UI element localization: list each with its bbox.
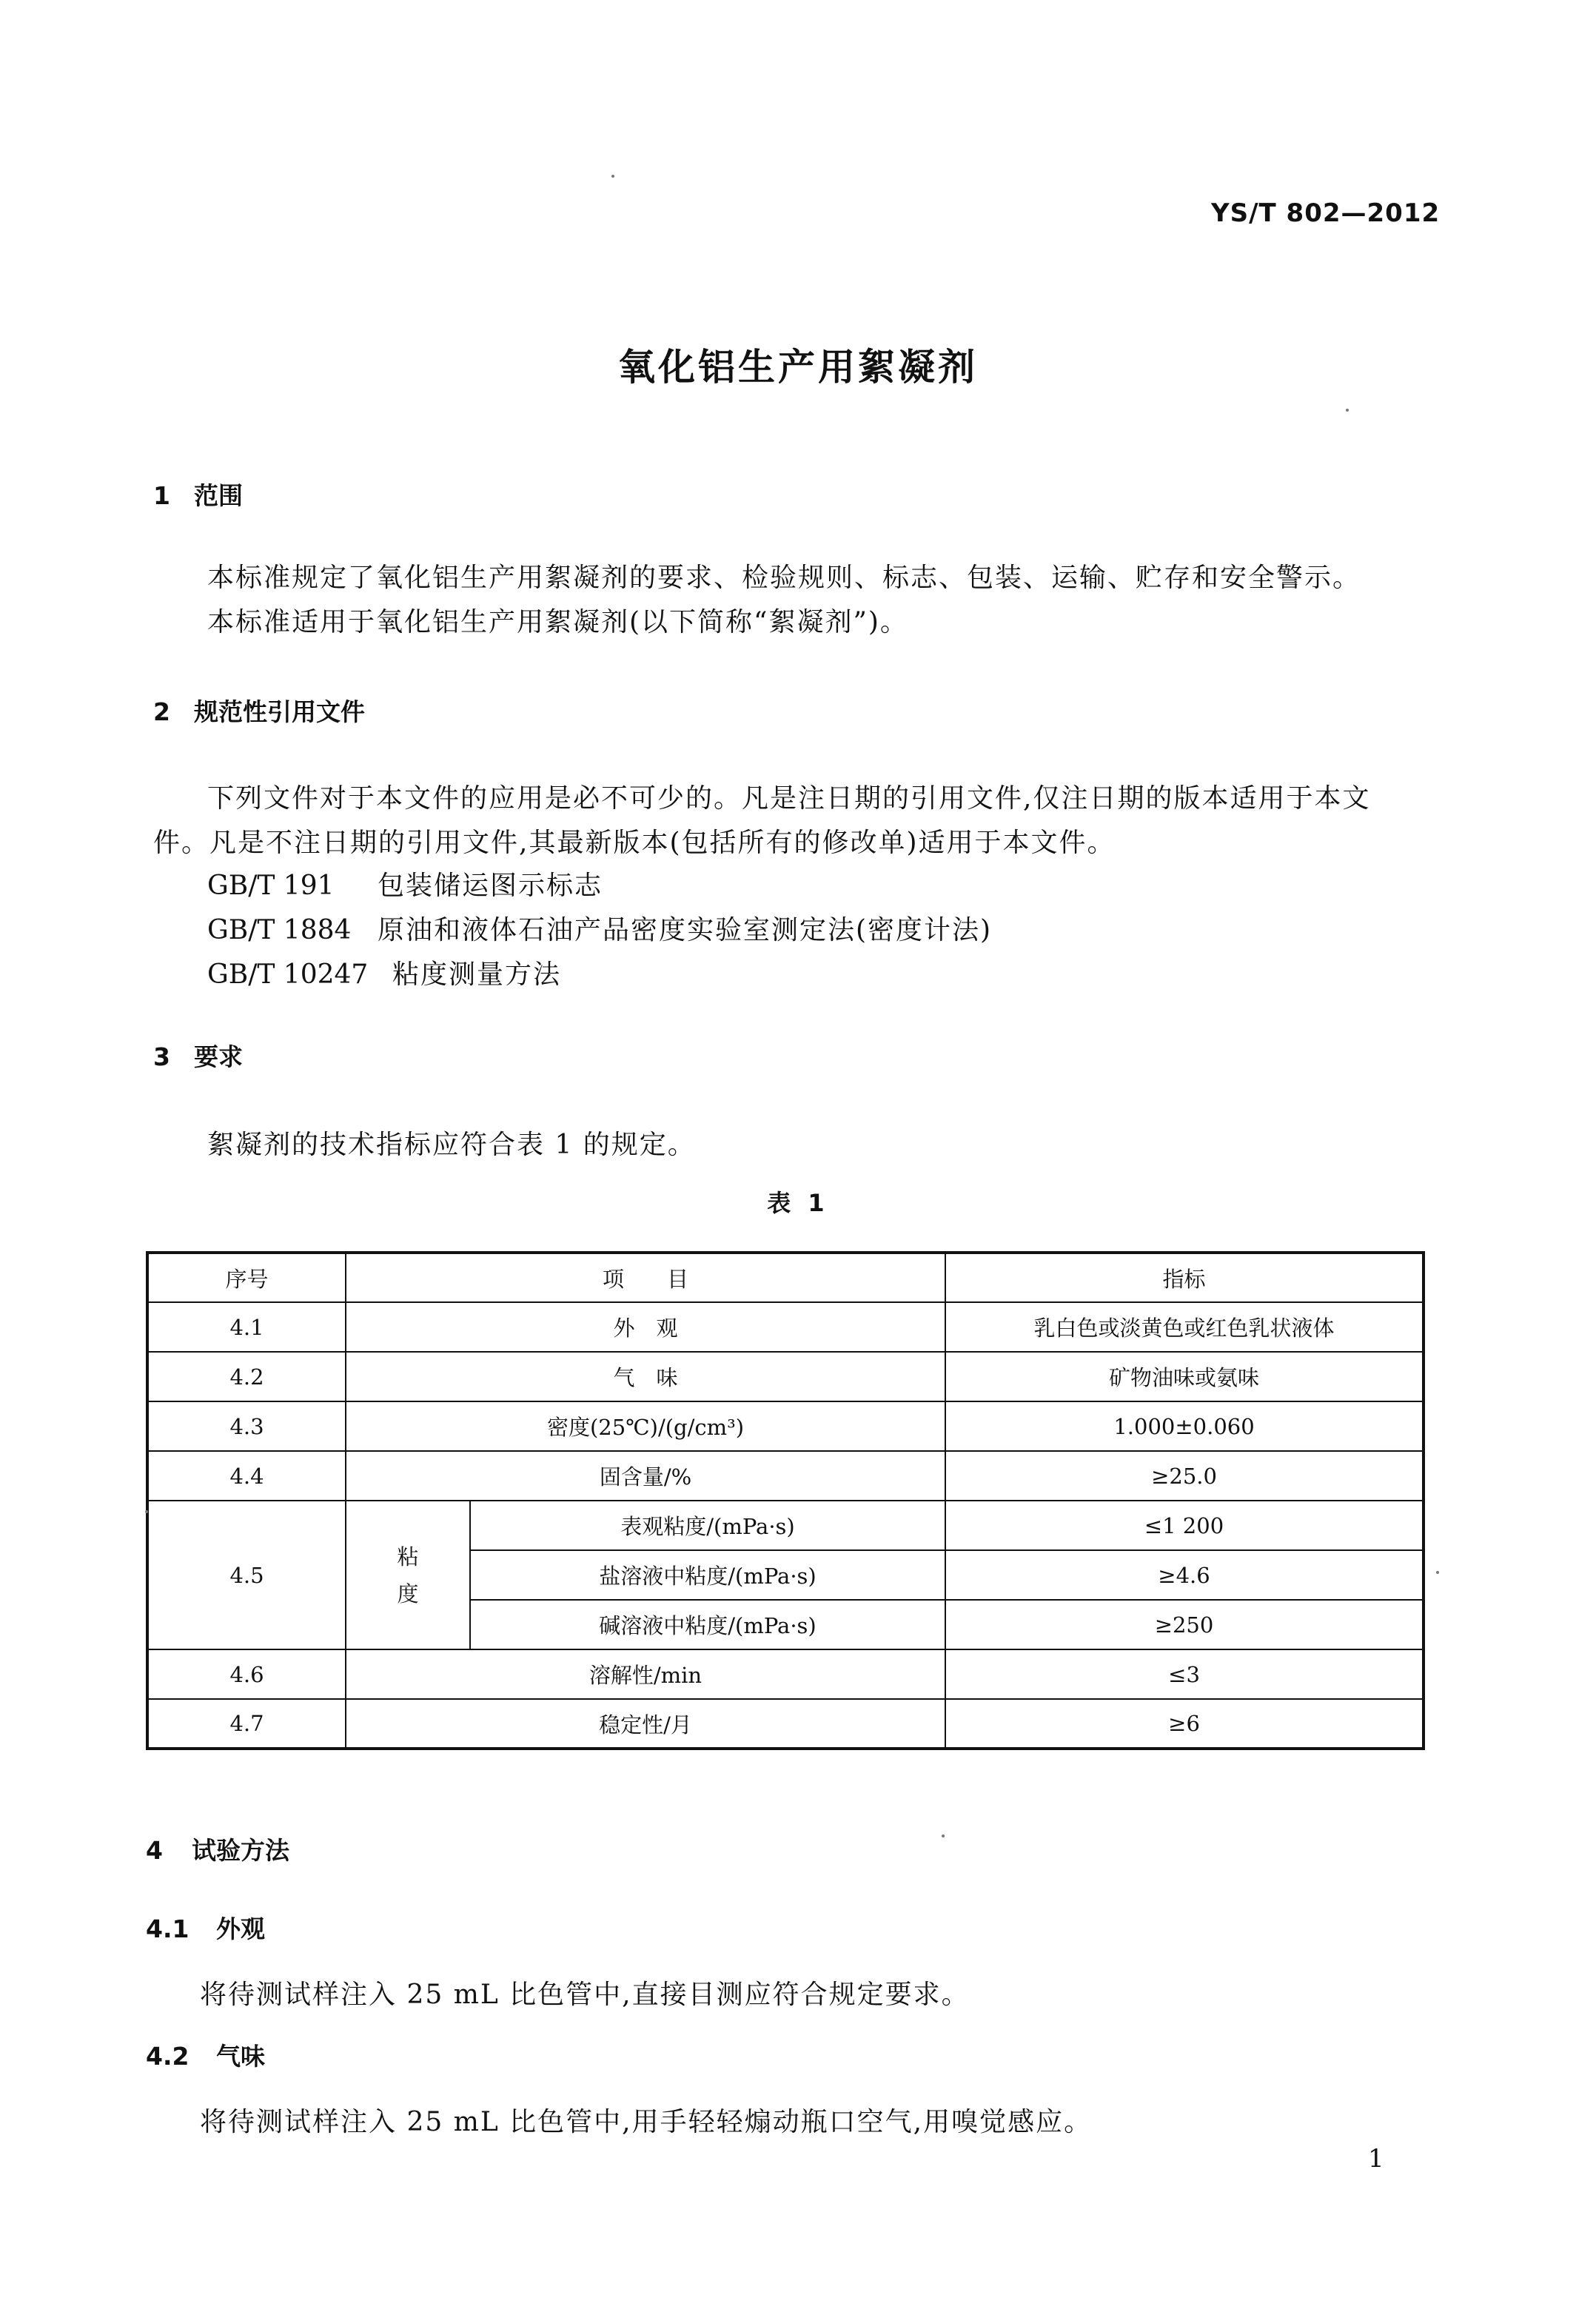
group-char: 粘 xyxy=(397,1544,419,1569)
row-index: ≥25.0 xyxy=(945,1451,1424,1501)
row-index: ≤1 200 xyxy=(945,1501,1424,1550)
row-item: 外 观 xyxy=(346,1302,945,1352)
row-index: 1.000±0.060 xyxy=(945,1401,1424,1451)
section-3-text: 絮凝剂的技术指标应符合表 1 的规定。 xyxy=(207,1130,696,1160)
section-4-heading xyxy=(146,1832,289,1866)
scan-speck xyxy=(1436,1571,1439,1574)
reference-item xyxy=(207,954,561,991)
subsection-4-2-heading xyxy=(146,2037,265,2072)
header-index: 指标 xyxy=(945,1253,1424,1302)
viscosity-group-label xyxy=(346,1501,470,1649)
table-row xyxy=(147,1352,1424,1401)
subsection-4-1-text: 将待测试样注入 25 mL 比色管中,直接目测应符合规定要求。 xyxy=(200,1980,970,2010)
standard-code: YS/T 802—2012 xyxy=(1211,198,1441,228)
scan-speck xyxy=(1346,409,1349,412)
section-number: 1 xyxy=(153,481,170,510)
section-2-intro-line-2: 件。凡是不注日期的引用文件,其最新版本(包括所有的修改单)适用于本文件。 xyxy=(153,828,1116,858)
group-char: 度 xyxy=(397,1581,419,1606)
table-row xyxy=(147,1401,1424,1451)
subsection-number: 4.1 xyxy=(146,1914,190,1943)
row-item: 固含量/% xyxy=(346,1451,945,1501)
row-item: 溶解性/min xyxy=(346,1649,945,1699)
table-row xyxy=(147,1649,1424,1699)
section-2-heading xyxy=(153,693,365,728)
table-row xyxy=(147,1699,1424,1749)
table-row xyxy=(147,1302,1424,1352)
subsection-4-2-text: 将待测试样注入 25 mL 比色管中,用手轻轻煽动瓶口空气,用嗅觉感应。 xyxy=(200,2107,1093,2137)
section-3-heading xyxy=(153,1038,243,1073)
reference-title: 原油和液体石油产品密度实验室测定法(密度计法) xyxy=(378,915,993,945)
row-item: 盐溶液中粘度/(mPa·s) xyxy=(470,1550,945,1600)
subsection-number: 4.2 xyxy=(146,2042,190,2071)
row-item: 碱溶液中粘度/(mPa·s) xyxy=(470,1600,945,1649)
reference-code: GB/T 10247 xyxy=(207,959,369,990)
subsection-4-1-heading xyxy=(146,1910,265,1945)
spec-table xyxy=(146,1251,1425,1750)
row-item: 密度(25℃)/(g/cm³) xyxy=(346,1401,945,1451)
scan-speck xyxy=(942,1834,945,1837)
row-index: ≤3 xyxy=(945,1649,1424,1699)
row-no: 4.6 xyxy=(147,1649,346,1699)
row-index: 乳白色或淡黄色或红色乳状液体 xyxy=(945,1302,1424,1352)
row-index: ≥6 xyxy=(945,1699,1424,1749)
header-item: 项 目 xyxy=(346,1253,945,1302)
row-no: 4.2 xyxy=(147,1352,346,1401)
row-item: 稳定性/月 xyxy=(346,1699,945,1749)
section-2-intro-line-1: 下列文件对于本文件的应用是必不可少的。凡是注日期的引用文件,仅注日期的版本适用于本文 xyxy=(207,783,1371,814)
section-title: 规范性引用文件 xyxy=(194,697,365,726)
section-title: 试验方法 xyxy=(192,1836,289,1865)
row-no: 4.1 xyxy=(147,1302,346,1352)
page-number: 1 xyxy=(1368,2144,1384,2174)
section-title: 范围 xyxy=(194,481,243,510)
header-no: 序号 xyxy=(147,1253,346,1302)
row-no: 4.3 xyxy=(147,1401,346,1451)
scan-speck xyxy=(145,1510,148,1513)
reference-title: 包装储运图示标志 xyxy=(378,871,603,901)
section-1-heading xyxy=(153,477,243,512)
table-row xyxy=(147,1451,1424,1501)
row-no: 4.7 xyxy=(147,1699,346,1749)
reference-title: 粘度测量方法 xyxy=(392,959,562,990)
section-1-paragraph-1: 本标准规定了氧化铝生产用絮凝剂的要求、检验规则、标志、包装、运输、贮存和安全警示。 xyxy=(207,563,1361,593)
document-title: 氧化铝生产用絮凝剂 xyxy=(618,346,978,389)
row-index: ≥250 xyxy=(945,1600,1424,1649)
row-no: 4.4 xyxy=(147,1451,346,1501)
section-1-paragraph-2: 本标准适用于氧化铝生产用絮凝剂(以下简称“絮凝剂”)。 xyxy=(207,607,908,637)
reference-code: GB/T 1884 xyxy=(207,915,352,945)
section-number: 3 xyxy=(153,1042,170,1071)
row-item: 表观粘度/(mPa·s) xyxy=(470,1501,945,1550)
section-title: 要求 xyxy=(194,1042,243,1071)
section-number: 4 xyxy=(146,1836,163,1865)
row-index: ≥4.6 xyxy=(945,1550,1424,1600)
scan-speck xyxy=(611,175,614,178)
table-header-row xyxy=(147,1253,1424,1302)
reference-item xyxy=(207,865,603,902)
row-index: 矿物油味或氨味 xyxy=(945,1352,1424,1401)
row-no: 4.5 xyxy=(147,1501,346,1649)
reference-code: GB/T 191 xyxy=(207,871,335,901)
reference-item xyxy=(207,909,992,947)
table-row xyxy=(147,1501,1424,1550)
subsection-title: 外观 xyxy=(216,1914,265,1943)
row-item: 气 味 xyxy=(346,1352,945,1401)
table-caption: 表 1 xyxy=(767,1189,829,1217)
section-number: 2 xyxy=(153,697,170,726)
subsection-title: 气味 xyxy=(216,2042,265,2071)
